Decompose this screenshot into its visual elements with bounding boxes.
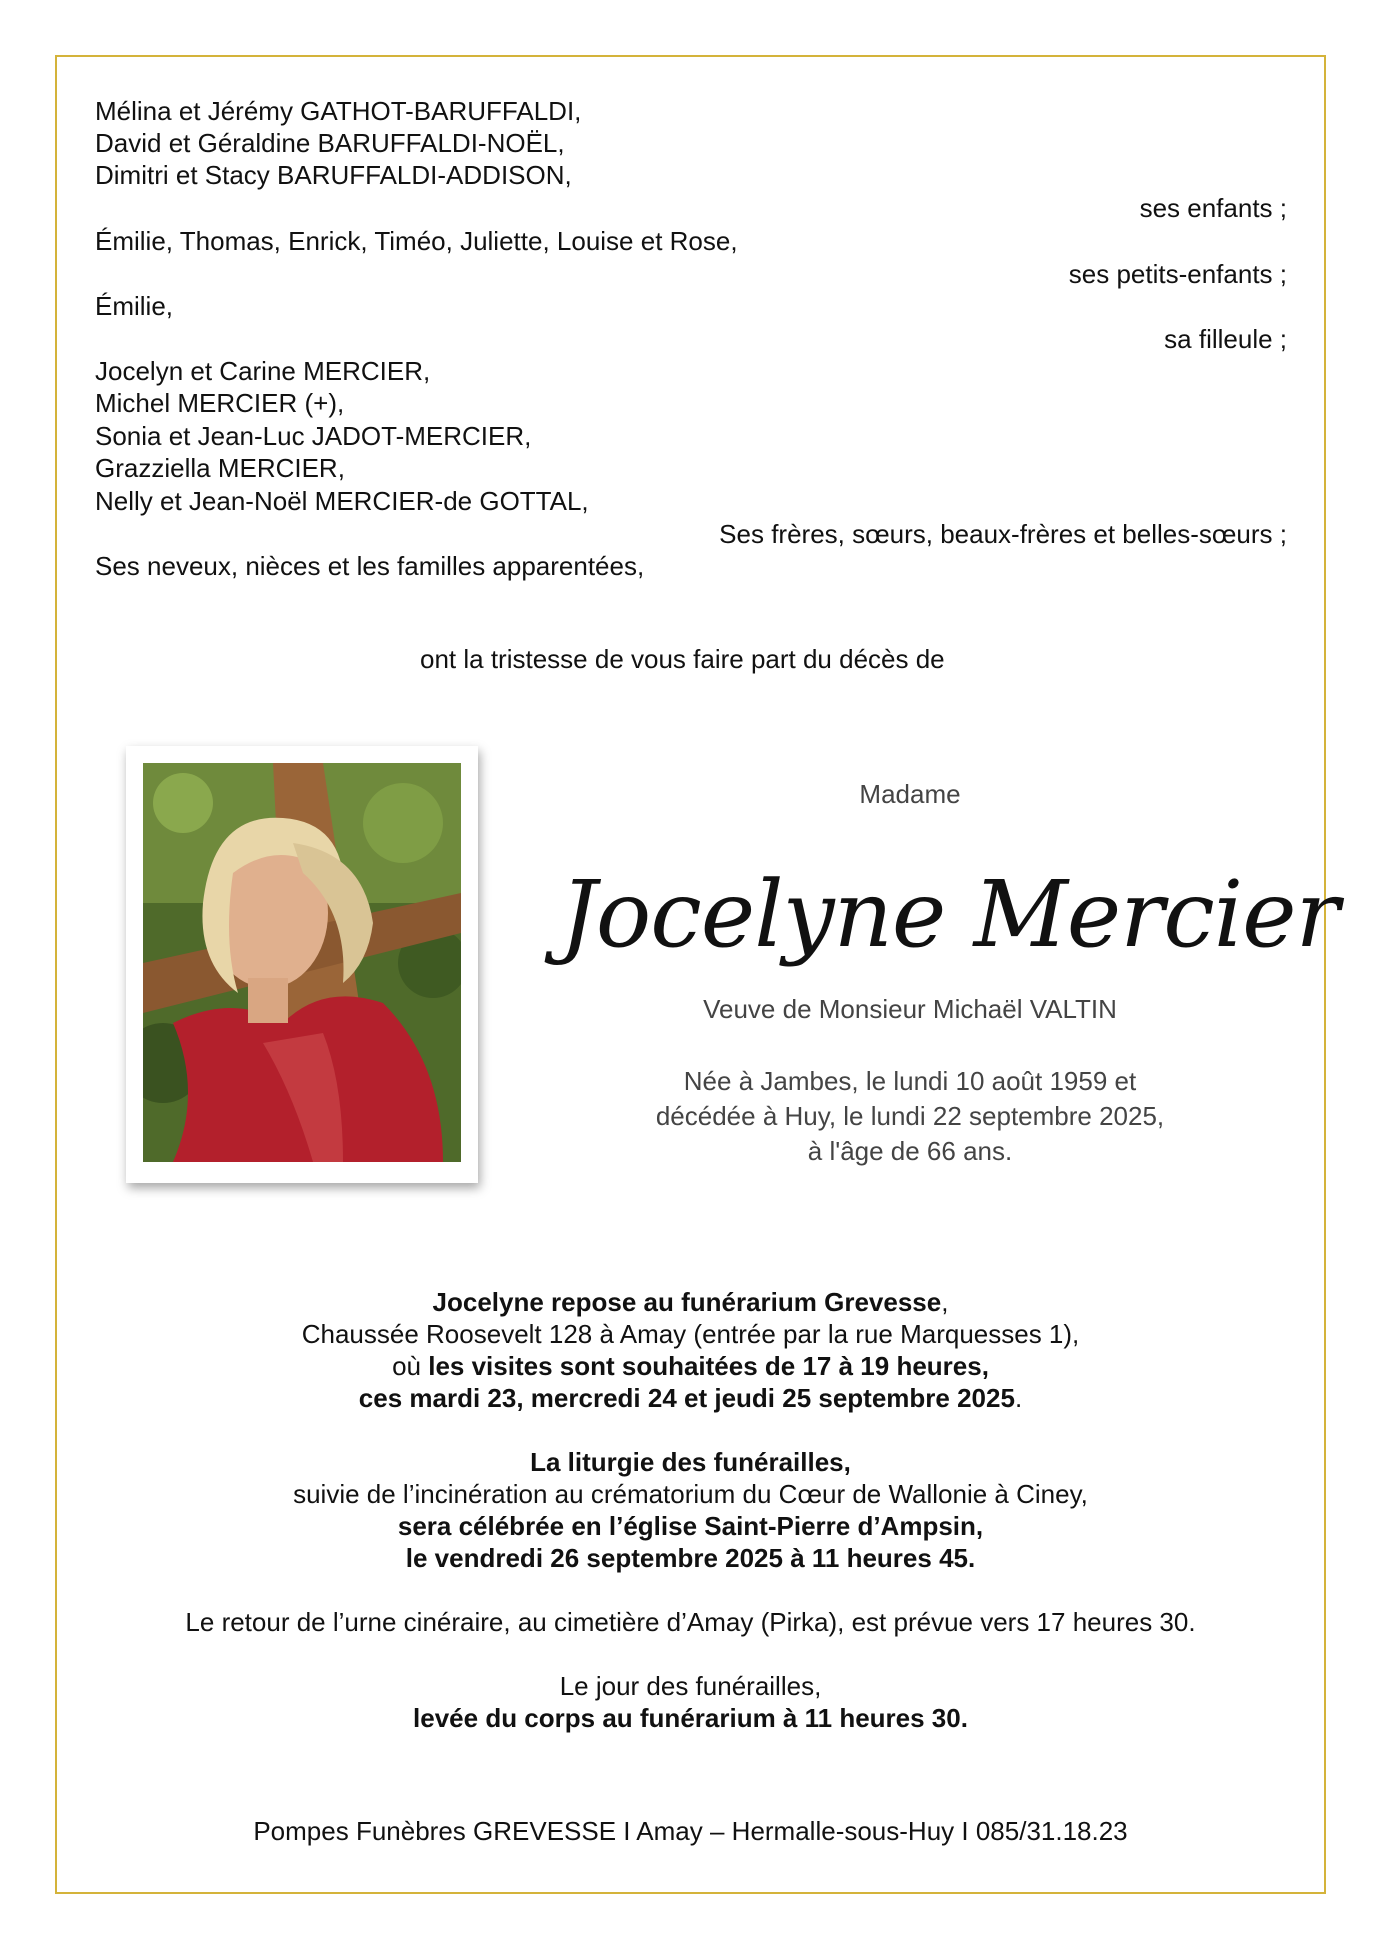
sibling-line-3: Sonia et Jean-Luc JADOT-MERCIER, [95, 421, 532, 451]
sibling-line-2: Michel MERCIER (+), [95, 388, 345, 418]
funeral-day-line-1: Le jour des funérailles, [559, 1671, 822, 1701]
visitation-line-1: Jocelyne repose au funérarium Grevesse, [432, 1287, 949, 1317]
portrait-photo [143, 763, 461, 1162]
goddaughter-line: Émilie, [95, 291, 174, 321]
liturgy-line-4: le vendredi 26 septembre 2025 à 11 heures 45. [405, 1543, 976, 1573]
portrait-frame [126, 746, 478, 1183]
children-label: ses enfants ; [1139, 193, 1287, 223]
siblings-label: Ses frères, sœurs, beaux-frères et belles-sœurs ; [719, 519, 1287, 549]
visitation-hours: où les visites sont souhaitées de 17 à 19 heures, [392, 1351, 989, 1381]
deceased-name: Jocelyne Mercier [560, 861, 1339, 968]
child-line-2: David et Géraldine BARUFFALDI-NOËL, [95, 128, 565, 158]
honorific: Madame [859, 779, 961, 809]
age-line: à l'âge de 66 ans. [807, 1136, 1013, 1166]
death-line: décédée à Huy, le lundi 22 septembre 2025, [655, 1101, 1165, 1131]
child-line-3: Dimitri et Stacy BARUFFALDI-ADDISON, [95, 160, 572, 190]
relatives-line: Ses neveux, nièces et les familles apparentées, [95, 551, 645, 581]
liturgy-line-2: suivie de l’incinération au crématorium du Cœur de Wallonie à Ciney, [293, 1479, 1088, 1509]
child-line-1: Mélina et Jérémy GATHOT-BARUFFALDI, [95, 96, 582, 126]
visitation-address: Chaussée Roosevelt 128 à Amay (entrée par la rue Marquesses 1), [301, 1319, 1080, 1349]
urn-line: Le retour de l’urne cinéraire, au cimetière d’Amay (Pirka), est prévue vers 17 heures 30. [185, 1607, 1196, 1637]
sibling-line-4: Grazziella MERCIER, [95, 453, 345, 483]
widow-of: Veuve de Monsieur Michaël VALTIN [703, 994, 1117, 1024]
visitation-dates: ces mardi 23, mercredi 24 et jeudi 25 septembre 2025. [358, 1383, 1023, 1413]
sibling-line-1: Jocelyn et Carine MERCIER, [95, 356, 431, 386]
grandchildren-label: ses petits-enfants ; [1068, 259, 1287, 289]
grandchildren-line: Émilie, Thomas, Enrick, Timéo, Juliette, Louise et Rose, [95, 226, 738, 256]
birth-line: Née à Jambes, le lundi 10 août 1959 et [683, 1066, 1137, 1096]
announcement: ont la tristesse de vous faire part du décès de [420, 644, 945, 674]
liturgy-line-3: sera célébrée en l’église Saint-Pierre d’Ampsin, [397, 1511, 984, 1541]
sibling-line-5: Nelly et Jean-Noël MERCIER-de GOTTAL, [95, 486, 589, 516]
goddaughter-label: sa filleule ; [1164, 324, 1287, 354]
liturgy-line-1: La liturgie des funérailles, [530, 1447, 851, 1477]
funeral-day-line-2: levée du corps au funérarium à 11 heures 30. [413, 1703, 968, 1733]
footer: Pompes Funèbres GREVESSE I Amay – Hermalle-sous-Huy I 085/31.18.23 [253, 1816, 1128, 1846]
